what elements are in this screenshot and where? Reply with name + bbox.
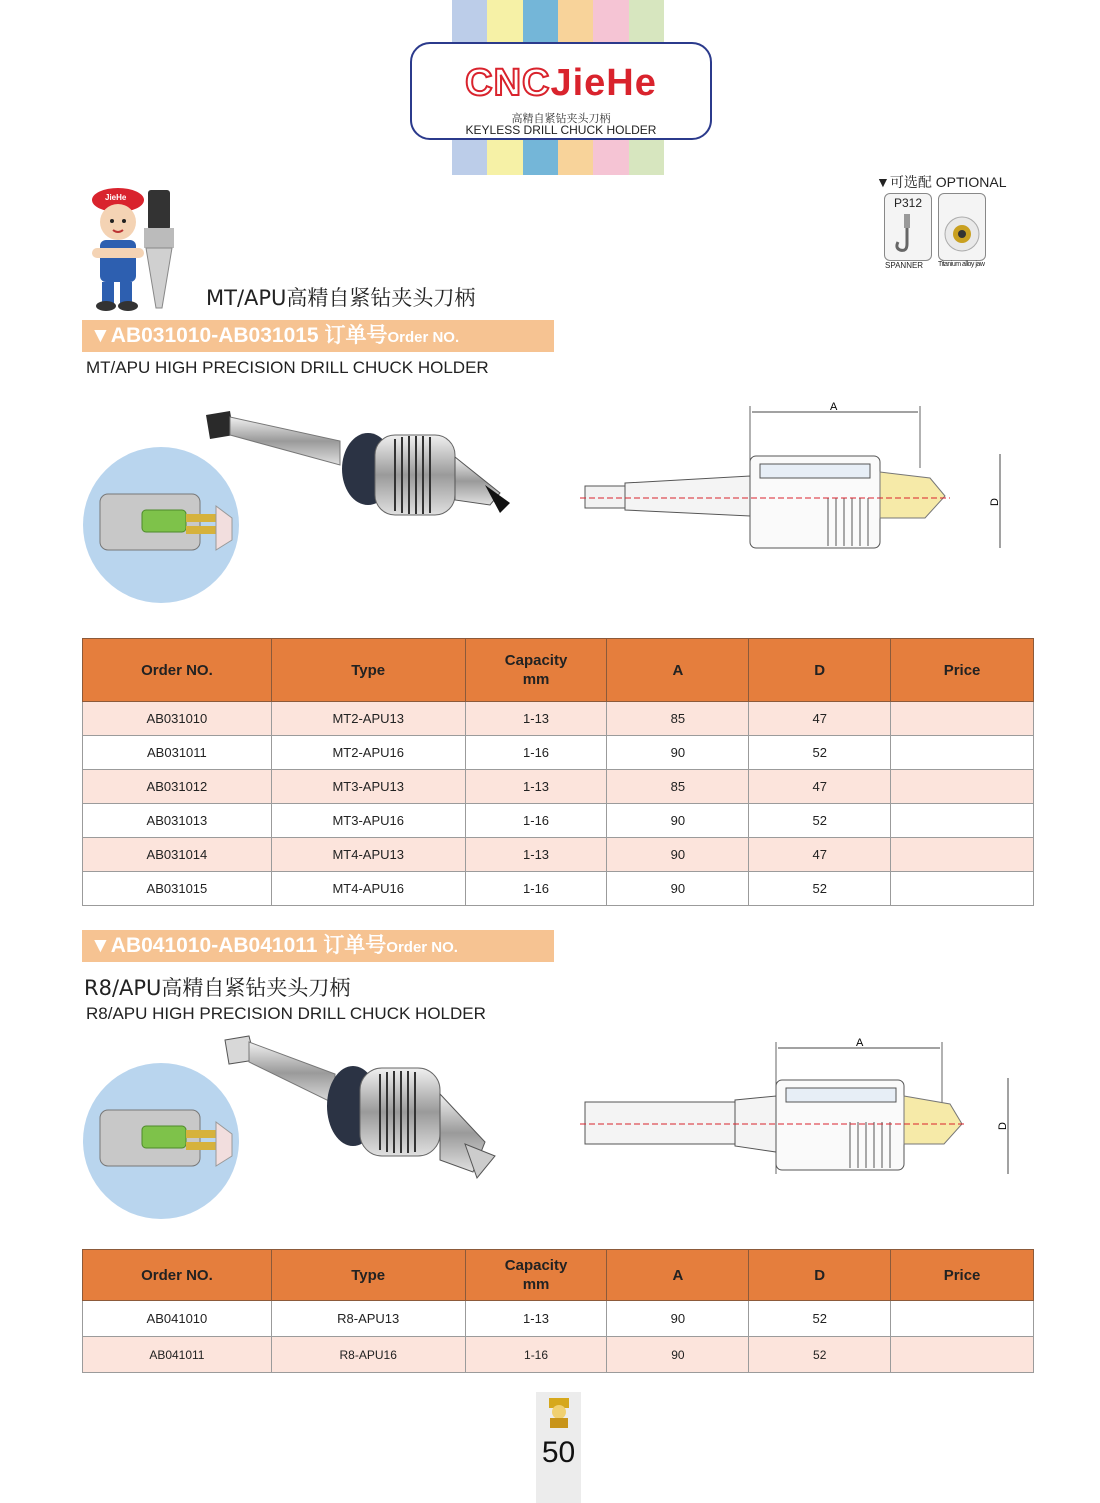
table-row xyxy=(83,838,1034,872)
spanner-accessory xyxy=(884,193,932,261)
section2-title-cn: R8/APU高精自紧钻夹头刀柄 xyxy=(84,976,351,1000)
section2-title-en: R8/APU HIGH PRECISION DRILL CHUCK HOLDER xyxy=(86,1004,486,1023)
mascot-cap-text: JieHe xyxy=(105,193,127,202)
cell-type: MT3-APU13 xyxy=(271,770,465,804)
header-order: Order NO. xyxy=(83,639,272,702)
titanium-jaw-accessory xyxy=(938,193,986,261)
cell-a: 85 xyxy=(607,770,749,804)
section1-product-photo xyxy=(200,405,520,535)
section2-order-en: Order NO. xyxy=(386,939,458,956)
header-d: D xyxy=(749,1250,891,1301)
cell-type: R8-APU13 xyxy=(271,1301,465,1337)
cell-order: AB041010 xyxy=(83,1301,272,1337)
cell-a: 90 xyxy=(607,1301,749,1337)
cell-price xyxy=(891,1337,1034,1373)
cell-type: MT4-APU16 xyxy=(271,872,465,906)
cell-capacity: 1-13 xyxy=(465,838,607,872)
cell-capacity: 1-16 xyxy=(465,872,607,906)
spanner-caption: SPANNER xyxy=(885,261,924,270)
brand-logo xyxy=(410,42,712,140)
cell-d: 52 xyxy=(749,872,891,906)
spanner-icon xyxy=(885,194,931,260)
header-a: A xyxy=(607,1250,749,1301)
section2-dim-a: A xyxy=(856,1037,864,1049)
section1-order-bar: ▼AB031010-AB031015 订单号Order NO. xyxy=(82,320,554,352)
table-header-row xyxy=(83,1250,1034,1301)
cell-d: 47 xyxy=(749,838,891,872)
table-row xyxy=(83,804,1034,838)
table-row xyxy=(83,770,1034,804)
section2-technical-drawing xyxy=(580,1034,1010,1184)
cell-capacity: 1-16 xyxy=(465,1337,607,1373)
section2-product-photo xyxy=(215,1032,505,1187)
table-row xyxy=(83,736,1034,770)
cell-d: 52 xyxy=(749,1337,891,1373)
cell-d: 47 xyxy=(749,770,891,804)
cell-d: 52 xyxy=(749,804,891,838)
section1-title-en: MT/APU HIGH PRECISION DRILL CHUCK HOLDER xyxy=(86,358,489,377)
jaw-icon xyxy=(939,194,985,260)
cell-a: 90 xyxy=(607,804,749,838)
section1-dim-d: D xyxy=(989,498,1001,506)
section1-order-en: Order NO. xyxy=(387,329,460,346)
cell-price xyxy=(891,838,1034,872)
cell-type: MT3-APU16 xyxy=(271,804,465,838)
logo-subtitle-en: KEYLESS DRILL CHUCK HOLDER xyxy=(465,123,657,137)
table-row xyxy=(83,1301,1034,1337)
section2-order-bar: ▼AB041010-AB041011 订单号Order NO. xyxy=(82,930,554,962)
header-price: Price xyxy=(891,1250,1034,1301)
cell-order: AB031014 xyxy=(83,838,272,872)
cell-capacity: 1-16 xyxy=(465,804,607,838)
cell-a: 90 xyxy=(607,872,749,906)
mascot-illustration xyxy=(86,178,196,318)
cell-d: 52 xyxy=(749,1301,891,1337)
cell-order: AB031013 xyxy=(83,804,272,838)
cell-price xyxy=(891,1301,1034,1337)
section1-spec-table xyxy=(82,638,1034,906)
cell-d: 52 xyxy=(749,736,891,770)
cell-capacity: 1-16 xyxy=(465,736,607,770)
cell-type: R8-APU16 xyxy=(271,1337,465,1373)
cell-a: 85 xyxy=(607,702,749,736)
section1-title-cn: MT/APU高精自紧钻夹头刀柄 xyxy=(206,286,476,310)
header-type: Type xyxy=(271,1250,465,1301)
header-type: Type xyxy=(271,639,465,702)
page-number: 50 xyxy=(541,1436,576,1469)
cell-order: AB031010 xyxy=(83,702,272,736)
cell-price xyxy=(891,804,1034,838)
cell-order: AB041011 xyxy=(83,1337,272,1373)
cell-price xyxy=(891,770,1034,804)
section2-order-range: AB041010-AB041011 xyxy=(110,934,318,957)
table-row xyxy=(83,1337,1034,1373)
section2-spec-table xyxy=(82,1249,1034,1373)
cell-capacity: 1-13 xyxy=(465,770,607,804)
section2-dim-d: D xyxy=(997,1122,1009,1130)
header-capacity: Capacity mm xyxy=(465,1250,607,1301)
header-a: A xyxy=(607,639,749,702)
cell-capacity: 1-13 xyxy=(465,1301,607,1337)
header-price: Price xyxy=(891,639,1034,702)
table-header-row xyxy=(83,639,1034,702)
cell-price xyxy=(891,872,1034,906)
table-row xyxy=(83,872,1034,906)
header-capacity: Capacity mm xyxy=(465,639,607,702)
cell-d: 47 xyxy=(749,702,891,736)
cell-capacity: 1-13 xyxy=(465,702,607,736)
section1-dim-a: A xyxy=(830,401,838,413)
cell-order: AB031015 xyxy=(83,872,272,906)
section2-order-cn: 订单号 xyxy=(323,934,387,957)
cell-order: AB031011 xyxy=(83,736,272,770)
logo-wordmark: CNCJieHe xyxy=(465,62,657,104)
section1-technical-drawing xyxy=(580,398,1010,553)
spanner-code: P312 xyxy=(893,196,923,210)
header-d: D xyxy=(749,639,891,702)
cell-a: 90 xyxy=(607,736,749,770)
jaw-caption: Titanium alloy jaw xyxy=(938,261,985,268)
section1-order-range: AB031010-AB031015 xyxy=(110,324,319,347)
section1-order-cn: 订单号 xyxy=(324,324,388,347)
cell-type: MT4-APU13 xyxy=(271,838,465,872)
logo-subtitle-cn: 高精自紧钻夹头刀柄 xyxy=(511,113,611,125)
cell-type: MT2-APU16 xyxy=(271,736,465,770)
cell-price xyxy=(891,736,1034,770)
cell-a: 90 xyxy=(607,1337,749,1373)
cell-price xyxy=(891,702,1034,736)
cell-type: MT2-APU13 xyxy=(271,702,465,736)
cell-a: 90 xyxy=(607,838,749,872)
header-order: Order NO. xyxy=(83,1250,272,1301)
footer-mascot-icon xyxy=(542,1396,576,1430)
table-row xyxy=(83,702,1034,736)
cell-order: AB031012 xyxy=(83,770,272,804)
optional-label: ▼可选配 OPTIONAL xyxy=(876,174,1007,190)
